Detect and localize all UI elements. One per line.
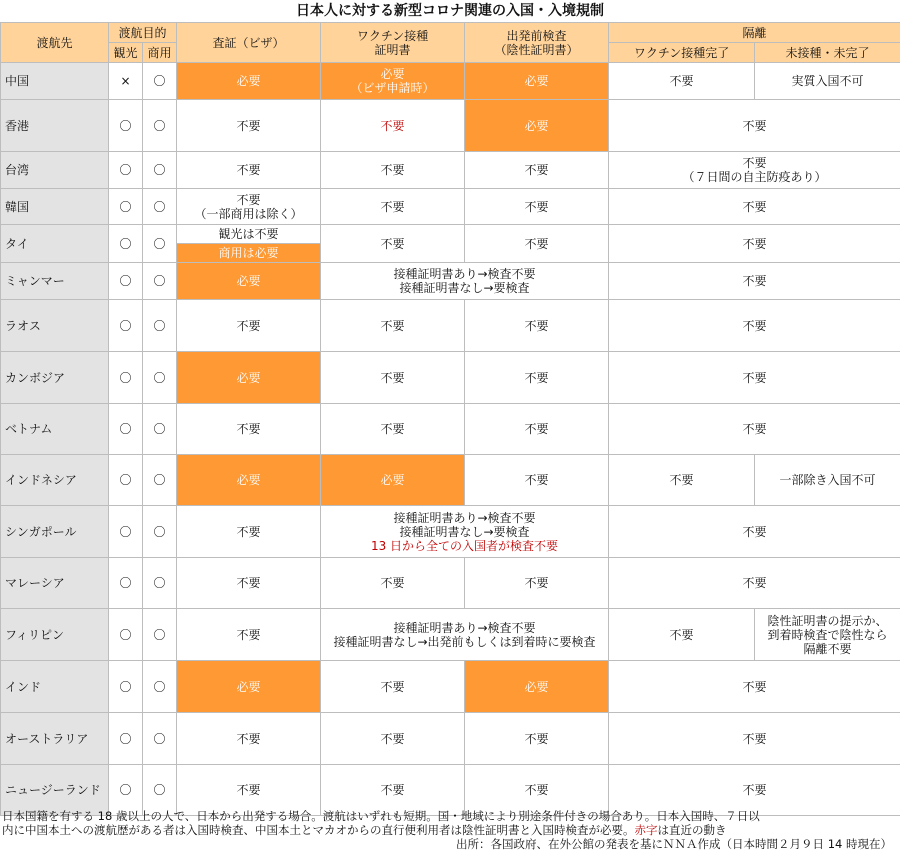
pretest-cell: 必要: [465, 100, 609, 152]
ph-q-line3: 隔離不要: [803, 641, 852, 656]
cert-no-text: 接種証明書なし→要検査: [399, 281, 530, 295]
country-thai: タイ: [1, 225, 109, 263]
vaccine-pretest-cell: [321, 506, 609, 558]
visa-cell: 必要: [177, 455, 321, 506]
header-pretest: [465, 23, 609, 63]
visa-cell: 不要: [177, 300, 321, 352]
pretest-cell: 不要: [465, 300, 609, 352]
header-vaccine-line1: ワクチン接種: [356, 28, 429, 43]
header-unvaccinated: 未接種・未完了: [755, 43, 900, 63]
footnotes: [2, 809, 898, 851]
vaccine-cell: 不要: [321, 152, 465, 189]
country-china: 中国: [1, 63, 109, 100]
visa-cell: 不要: [177, 609, 321, 661]
table-row: [1, 152, 900, 189]
quarantine-cell: 不要: [609, 263, 900, 300]
table-row: [1, 661, 900, 713]
business-mark: 〇: [143, 63, 177, 100]
quarantine-value: 不要: [742, 156, 767, 170]
business-mark: 〇: [143, 189, 177, 225]
sg-recent-note: 13 日から全ての入国者が検査不要: [370, 538, 559, 553]
country-nz: ニュージーランド: [1, 765, 109, 816]
tourism-mark: 〇: [109, 661, 143, 713]
visa-cell: 不要: [177, 558, 321, 609]
pretest-cell: 不要: [465, 189, 609, 225]
note-red-keyword: 赤字: [634, 823, 658, 837]
table-row: [1, 506, 900, 558]
ph-q-line2: 到着時検査で陰性なら: [767, 627, 888, 642]
country-vietnam: ベトナム: [1, 404, 109, 455]
pretest-cell: 必要: [465, 63, 609, 100]
header-pretest-line2: （陰性証明書）: [494, 42, 579, 57]
vaccine-note: （ビザ申請時）: [350, 81, 435, 95]
tourism-mark: 〇: [109, 506, 143, 558]
pretest-cell: 不要: [465, 455, 609, 506]
visa-cell: 不要: [177, 404, 321, 455]
note-line1: 日本国籍を有する 18 歳以上の人で、日本から出発する場合。渡航はいずれも短期。国・地域により別途条件付きの場合あり。日本入国時、７日以: [2, 809, 760, 823]
quarantine-unvaccinated: [755, 609, 900, 661]
quarantine-vaccinated: 不要: [609, 455, 755, 506]
header-quarantine: 隔離: [609, 23, 900, 43]
quarantine-cell: 不要: [609, 558, 900, 609]
tourism-mark: 〇: [109, 713, 143, 765]
table-row: [1, 352, 900, 404]
quarantine-cell: [609, 152, 900, 189]
business-mark: 〇: [143, 455, 177, 506]
header-vaccine-cert: [321, 23, 465, 63]
visa-cell: 必要: [177, 352, 321, 404]
table-row: [1, 63, 900, 100]
quarantine-cell: 不要: [609, 404, 900, 455]
table-row: [1, 558, 900, 609]
pretest-cell: 不要: [465, 225, 609, 263]
visa-cell: 不要: [177, 152, 321, 189]
vaccine-cell: 必要: [321, 455, 465, 506]
ph-q-line1: 陰性証明書の提示か、: [767, 613, 888, 628]
table-row: [1, 765, 900, 816]
country-korea: 韓国: [1, 189, 109, 225]
visa-cell: 不要: [177, 713, 321, 765]
quarantine-cell: 不要: [609, 189, 900, 225]
country-singapore: シンガポール: [1, 506, 109, 558]
quarantine-cell: 不要: [609, 713, 900, 765]
header-row: [1, 23, 900, 43]
table-row: [1, 300, 900, 352]
table-row: [1, 225, 900, 244]
tourism-mark: 〇: [109, 404, 143, 455]
quarantine-cell: 不要: [609, 506, 900, 558]
quarantine-unvaccinated: 実質入国不可: [755, 63, 900, 100]
vaccine-cell: 不要: [321, 765, 465, 816]
restrictions-table: [0, 22, 900, 816]
vaccine-cell: 不要: [321, 100, 465, 152]
visa-cell: 必要: [177, 263, 321, 300]
pretest-cell: 不要: [465, 404, 609, 455]
tourism-mark: 〇: [109, 352, 143, 404]
vaccine-cell: 不要: [321, 404, 465, 455]
quarantine-cell: 不要: [609, 100, 900, 152]
business-mark: 〇: [143, 300, 177, 352]
country-hk: 香港: [1, 100, 109, 152]
vaccine-cell: 不要: [321, 300, 465, 352]
vaccine-cell: 不要: [321, 661, 465, 713]
header-vaccine-line2: 証明書: [374, 42, 411, 57]
cert-no-text: 接種証明書なし→出発前もしくは到着時に要検査: [333, 634, 596, 649]
tourism-mark: 〇: [109, 225, 143, 263]
pretest-cell: 必要: [465, 661, 609, 713]
table-row: [1, 100, 900, 152]
cert-yes-text: 接種証明書あり→検査不要: [393, 267, 536, 281]
business-mark: 〇: [143, 765, 177, 816]
table-row: [1, 609, 900, 661]
tourism-mark: 〇: [109, 558, 143, 609]
country-philippines: フィリピン: [1, 609, 109, 661]
tourism-mark: 〇: [109, 455, 143, 506]
quarantine-cell: 不要: [609, 225, 900, 263]
visa-cell: 不要: [177, 765, 321, 816]
cert-no-text: 接種証明書なし→要検査: [399, 524, 530, 539]
header-business: 商用: [143, 43, 177, 63]
visa-cell: 不要: [177, 506, 321, 558]
visa-business-cell: 商用は必要: [177, 244, 321, 263]
tourism-mark: 〇: [109, 189, 143, 225]
quarantine-cell: 不要: [609, 661, 900, 713]
cert-yes-text: 接種証明書あり→検査不要: [393, 620, 536, 635]
table-row: [1, 404, 900, 455]
vaccine-required: 必要: [380, 67, 405, 81]
vaccine-cell: 不要: [321, 713, 465, 765]
vaccine-pretest-cell: [321, 609, 609, 661]
visa-cell: [177, 189, 321, 225]
tourism-mark: 〇: [109, 300, 143, 352]
pretest-cell: 不要: [465, 352, 609, 404]
business-mark: 〇: [143, 506, 177, 558]
business-mark: 〇: [143, 558, 177, 609]
country-taiwan: 台湾: [1, 152, 109, 189]
business-mark: 〇: [143, 152, 177, 189]
vaccine-pretest-cell: [321, 263, 609, 300]
business-mark: 〇: [143, 352, 177, 404]
table-row: [1, 713, 900, 765]
header-tourism: 観光: [109, 43, 143, 63]
country-malaysia: マレーシア: [1, 558, 109, 609]
business-mark: 〇: [143, 263, 177, 300]
country-australia: オーストラリア: [1, 713, 109, 765]
business-mark: 〇: [143, 609, 177, 661]
note-line2-a: 内に中国本土への渡航歴がある者は入国時検査、中国本土とマカオからの直行便利用者は陰性証明書と入国時検査が必要。: [2, 823, 635, 837]
vaccine-cell: 不要: [321, 225, 465, 263]
tourism-mark: 〇: [109, 263, 143, 300]
tourism-mark: 〇: [109, 609, 143, 661]
note-line2: [2, 823, 898, 837]
business-mark: 〇: [143, 661, 177, 713]
quarantine-cell: 不要: [609, 300, 900, 352]
quarantine-cell: 不要: [609, 765, 900, 816]
source-note: 出所：各国政府、在外公館の発表を基にＮＮＡ作成（日本時間２月９日 14 時現在）: [456, 837, 892, 851]
vaccine-cell: 不要: [321, 352, 465, 404]
visa-cell: 必要: [177, 661, 321, 713]
header-visa: 査証（ビザ）: [177, 23, 321, 63]
country-myanmar: ミャンマー: [1, 263, 109, 300]
pretest-cell: 不要: [465, 765, 609, 816]
country-indonesia: インドネシア: [1, 455, 109, 506]
pretest-cell: 不要: [465, 558, 609, 609]
visa-note: （一部商用は除く）: [194, 206, 303, 221]
note-line2-b: は直近の動き: [657, 823, 727, 837]
business-mark: 〇: [143, 404, 177, 455]
page-title: 日本人に対する新型コロナ関連の入国・入境規制: [296, 3, 604, 19]
header-dest: 渡航先: [1, 23, 109, 63]
tourism-mark: 〇: [109, 100, 143, 152]
visa-cell: 必要: [177, 63, 321, 100]
visa-tourism-cell: 観光は不要: [177, 225, 321, 244]
vaccine-cell: [321, 63, 465, 100]
cert-yes-text: 接種証明書あり→検査不要: [393, 510, 536, 525]
country-laos: ラオス: [1, 300, 109, 352]
pretest-cell: 不要: [465, 152, 609, 189]
table-row: [1, 263, 900, 300]
table-row: [1, 189, 900, 225]
table-row: [1, 455, 900, 506]
tourism-mark: ×: [109, 63, 143, 100]
visa-cell: 不要: [177, 100, 321, 152]
tourism-mark: 〇: [109, 765, 143, 816]
quarantine-vaccinated: 不要: [609, 63, 755, 100]
quarantine-cell: 不要: [609, 352, 900, 404]
quarantine-vaccinated: 不要: [609, 609, 755, 661]
vaccine-cell: 不要: [321, 558, 465, 609]
pretest-cell: 不要: [465, 713, 609, 765]
quarantine-unvaccinated: 一部除き入国不可: [755, 455, 900, 506]
business-mark: 〇: [143, 713, 177, 765]
header-pretest-line1: 出発前検査: [506, 28, 567, 43]
business-mark: 〇: [143, 100, 177, 152]
business-mark: 〇: [143, 225, 177, 263]
tourism-mark: 〇: [109, 152, 143, 189]
country-india: インド: [1, 661, 109, 713]
quarantine-note: （７日間の自主防疫あり）: [682, 170, 827, 184]
header-purpose: 渡航目的: [109, 23, 177, 43]
vaccine-cell: 不要: [321, 189, 465, 225]
header-vaccinated: ワクチン接種完了: [609, 43, 755, 63]
country-cambodia: カンボジア: [1, 352, 109, 404]
visa-value: 不要: [236, 192, 261, 207]
